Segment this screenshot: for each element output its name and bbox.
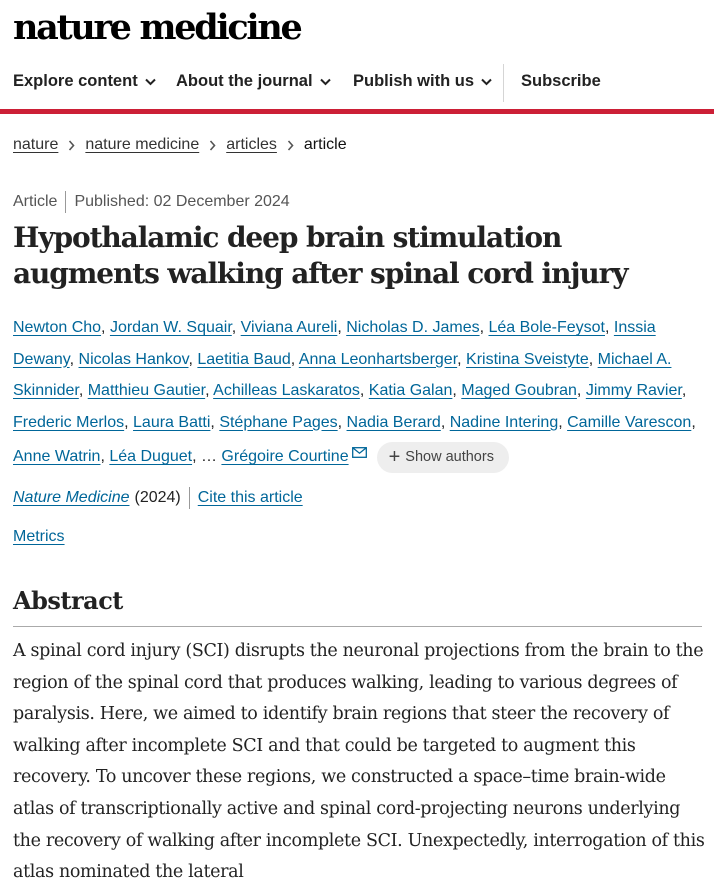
author-link[interactable]: Achilleas Laskaratos [213, 382, 360, 400]
mail-icon[interactable] [352, 438, 367, 470]
nav-divider [503, 64, 504, 102]
site-logo[interactable]: nature medicine [13, 7, 301, 48]
abstract-text: A spinal cord injury (SCI) disrupts the neuronal projections from the brain to the region of the spinal cord that produces walking, leading to various degrees of paralysis. Here, we aimed to identify brain regions that steer the recovery of walking after incomplete SCI and that could be targeted to augment this recovery. To uncover these regions, we constructed a space–time brain-wide atlas of transcriptionally active and spinal cord-projecting neurons underlying the recovery of walking after incomplete SCI. Unexpectedly, interrogation of this atlas nominated the lateral [13, 641, 705, 883]
chevron-down-icon [145, 72, 156, 91]
article-type: Article [13, 193, 58, 210]
breadcrumb-nature-medicine[interactable]: nature medicine [85, 136, 200, 153]
author-link-last[interactable]: Grégoire Courtine [221, 448, 349, 466]
chevron-down-icon [481, 72, 492, 91]
breadcrumb-articles[interactable]: articles [226, 136, 277, 153]
breadcrumb-nature[interactable]: nature [13, 136, 59, 153]
author-link[interactable]: Viviana Aureli [240, 319, 338, 336]
chevron-right-icon [68, 140, 75, 151]
author-link[interactable]: Jordan W. Squair [109, 319, 232, 336]
accent-bar [0, 109, 714, 114]
author-link[interactable]: Nicholas D. James [346, 319, 480, 336]
show-authors-button[interactable] [377, 442, 509, 473]
author-link[interactable]: Léa Duguet [109, 448, 193, 466]
author-ellipsis: … [200, 448, 217, 466]
nav-explore-content[interactable] [13, 72, 156, 91]
abstract-divider [13, 626, 702, 627]
main-nav [0, 62, 714, 104]
author-link[interactable]: Camille Varescon [567, 413, 692, 431]
subscribe-link[interactable]: Subscribe [521, 72, 601, 90]
author-link[interactable]: Jimmy Ravier [585, 382, 682, 400]
author-link[interactable]: Frederic Merlos [13, 413, 125, 431]
article-meta [13, 191, 290, 213]
author-link[interactable]: Nadine Intering [449, 413, 559, 431]
nav-explore-content-label: Explore content [13, 72, 138, 90]
published-date: Published: 02 December 2024 [74, 193, 290, 210]
author-links: Newton Cho, Jordan W. Squair, Viviana Aureli, Nicholas D. James, Léa Bole-Feysot, Inssia Dewany, Nicolas Hankov, Laetitia Baud, Anna Leonhartsberger, Kristina Sveistyte, Michael A. Skinnider, Matthieu Gautier, Achilleas Laskaratos, Katia Galan, Maged Goubran, Jimmy Ravier, Frederic Merlos, Laura Batti, Stéphane Pages, Nadia Berard, Nadine Intering, Camille Varescon, Anne Watrin, Léa Duguet, [13, 319, 696, 466]
breadcrumb [13, 136, 347, 154]
breadcrumb-current: article [303, 136, 347, 153]
article-title: Hypothalamic deep brain stimulation augments walking after spinal cord injury [13, 221, 628, 290]
nav-about-journal[interactable] [176, 72, 331, 91]
author-link[interactable]: Maged Goubran [461, 382, 577, 400]
author-list [13, 312, 708, 473]
author-link[interactable]: Nicolas Hankov [78, 350, 189, 368]
citation-line [13, 487, 303, 509]
plus-icon: + [388, 446, 401, 469]
metrics-link[interactable]: Metrics [13, 528, 65, 545]
author-link[interactable]: Laetitia Baud [197, 350, 291, 368]
nav-publish-with-us[interactable] [353, 72, 492, 91]
nav-about-journal-label: About the journal [176, 72, 313, 90]
author-link[interactable]: Anna Leonhartsberger [298, 350, 458, 368]
chevron-down-icon [320, 72, 331, 91]
author-link[interactable]: Laura Batti [133, 413, 211, 431]
author-link[interactable]: Anne Watrin [13, 448, 101, 466]
author-link[interactable]: Michael A. Skinnider [13, 350, 672, 400]
author-link[interactable]: Matthieu Gautier [87, 382, 206, 400]
author-link[interactable]: Léa Bole-Feysot [488, 319, 605, 336]
cite-article-link[interactable]: Cite this article [197, 489, 303, 506]
author-link[interactable]: Katia Galan [368, 382, 453, 400]
author-link[interactable]: Kristina Sveistyte [466, 350, 589, 368]
author-link[interactable]: Nadia Berard [346, 413, 441, 431]
journal-link[interactable]: Nature Medicine [13, 489, 130, 506]
abstract-heading: Abstract [13, 586, 123, 615]
author-link[interactable]: Stéphane Pages [219, 413, 338, 431]
nav-publish-with-us-label: Publish with us [353, 72, 475, 90]
show-authors-label: Show authors [405, 449, 494, 466]
meta-divider [65, 191, 66, 213]
author-link[interactable]: Inssia Dewany [13, 319, 656, 368]
author-link[interactable]: Newton Cho [13, 319, 102, 336]
citation-divider [189, 487, 190, 509]
chevron-right-icon [209, 140, 216, 151]
publication-year: (2024) [134, 489, 181, 506]
chevron-right-icon [287, 140, 294, 151]
